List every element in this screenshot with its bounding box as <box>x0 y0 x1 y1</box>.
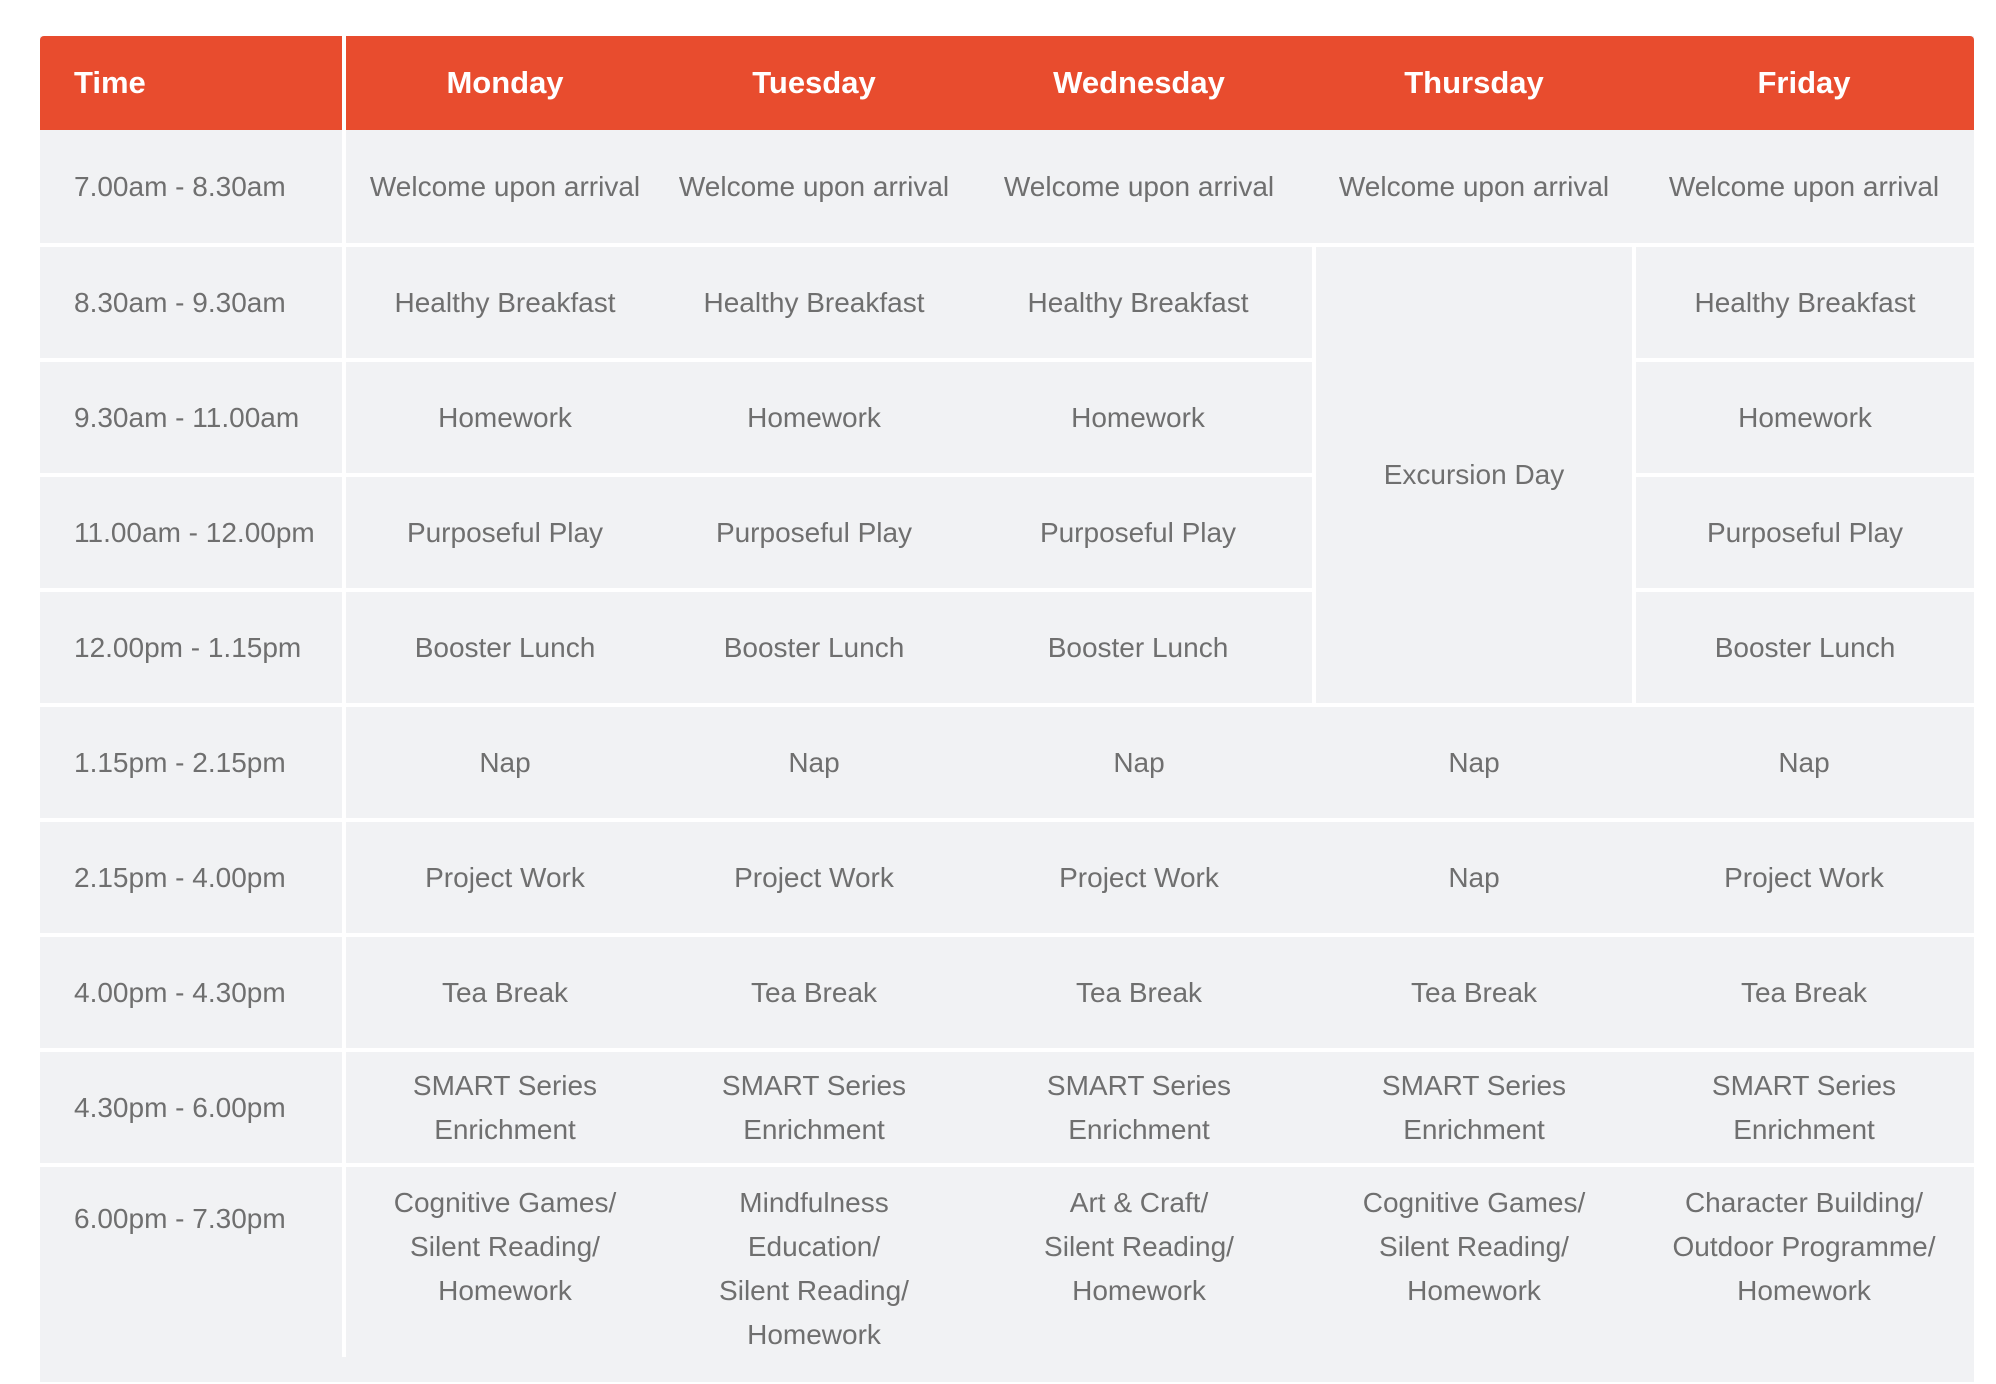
activity-cell: Welcome upon arrival <box>369 170 641 202</box>
activity-line: SMART Series <box>1381 1069 1567 1101</box>
activity-cell: Tea Break <box>964 935 1314 1050</box>
activity-cell: Nap <box>1314 705 1634 820</box>
activity-cell: Project Work <box>664 820 964 935</box>
activity-cell: Tea Break <box>344 935 664 1050</box>
activity-line: Enrichment <box>1403 1113 1545 1145</box>
activity-cell: Welcome upon arrival <box>1003 170 1275 202</box>
activity-cell: Purposeful Play <box>964 475 1314 590</box>
activity-cell <box>344 1165 664 1357</box>
activity-cell: Nap <box>964 705 1314 820</box>
activity-cell: Welcome upon arrival <box>678 170 950 202</box>
activity-cell <box>664 1165 964 1357</box>
weekly-schedule <box>40 36 1974 1382</box>
activity-line: Homework <box>438 1275 572 1306</box>
activity-cell: Booster Lunch <box>1634 590 1974 705</box>
activity-line: Outdoor Programme/ <box>1672 1231 1936 1262</box>
activity-cell: Homework <box>964 360 1314 475</box>
activity-line: Silent Reading/ <box>410 1231 600 1262</box>
activity-cell: Booster Lunch <box>344 590 664 705</box>
activity-line: Silent Reading/ <box>719 1275 909 1306</box>
activity-cell <box>1314 1050 1634 1165</box>
activity-cell: Purposeful Play <box>664 475 964 590</box>
activity-cell: Purposeful Play <box>1634 475 1974 590</box>
schedule-table <box>40 36 1974 1357</box>
table-row <box>40 130 1974 245</box>
time-slot: 4.00pm - 4.30pm <box>40 935 344 1050</box>
activity-cell: Homework <box>664 360 964 475</box>
table-row <box>40 590 1974 705</box>
activity-cell <box>1634 1165 1974 1357</box>
time-slot: 7.00am - 8.30am <box>40 130 344 245</box>
table-row <box>40 1050 1974 1165</box>
activity-cell <box>664 1050 964 1165</box>
column-header-wednesday: Wednesday <box>964 36 1314 130</box>
activity-cell: Homework <box>344 360 664 475</box>
activity-line: Homework <box>1072 1275 1206 1306</box>
time-slot: 6.00pm - 7.30pm <box>40 1165 344 1357</box>
time-slot: 9.30am - 11.00am <box>40 360 344 475</box>
table-row <box>40 245 1974 360</box>
header-row <box>40 36 1974 130</box>
activity-cell: Tea Break <box>664 935 964 1050</box>
activity-cell: Nap <box>344 705 664 820</box>
activity-cell: Project Work <box>1634 820 1974 935</box>
activity-line: Enrichment <box>1733 1113 1875 1145</box>
activity-cell: Healthy Breakfast <box>664 245 964 360</box>
activity-cell: Healthy Breakfast <box>1634 245 1974 360</box>
activity-cell: Nap <box>1314 820 1634 935</box>
activity-cell: Homework <box>1634 360 1974 475</box>
activity-cell: Welcome upon arrival <box>1338 170 1610 202</box>
activity-line: SMART Series <box>412 1069 598 1101</box>
table-row <box>40 1165 1974 1357</box>
column-header-tuesday: Tuesday <box>664 36 964 130</box>
activity-cell <box>964 1165 1314 1357</box>
activity-cell: Purposeful Play <box>344 475 664 590</box>
activity-cell: Booster Lunch <box>964 590 1314 705</box>
column-header-friday: Friday <box>1634 36 1974 130</box>
activity-line: Cognitive Games/ <box>1362 1187 1586 1218</box>
activity-cell: Welcome upon arrival <box>1668 170 1940 202</box>
time-slot: 12.00pm - 1.15pm <box>40 590 344 705</box>
activity-line: Cognitive Games/ <box>393 1187 617 1218</box>
activity-cell: Tea Break <box>1634 935 1974 1050</box>
time-slot: 2.15pm - 4.00pm <box>40 820 344 935</box>
activity-cell <box>1314 1165 1634 1357</box>
column-header-monday: Monday <box>344 36 664 130</box>
time-slot: 8.30am - 9.30am <box>40 245 344 360</box>
time-slot: 1.15pm - 2.15pm <box>40 705 344 820</box>
activity-cell: Booster Lunch <box>664 590 964 705</box>
time-slot: 11.00am - 12.00pm <box>40 475 344 590</box>
activity-line: Enrichment <box>434 1113 576 1145</box>
activity-line: Enrichment <box>1068 1113 1210 1145</box>
activity-line: Homework <box>1407 1275 1541 1306</box>
activity-cell: Project Work <box>964 820 1314 935</box>
activity-line: SMART Series <box>1711 1069 1897 1101</box>
activity-cell: Healthy Breakfast <box>344 245 664 360</box>
activity-line: Silent Reading/ <box>1044 1231 1234 1262</box>
activity-cell: Project Work <box>344 820 664 935</box>
activity-line: Silent Reading/ <box>1379 1231 1569 1262</box>
activity-line: Character Building/ <box>1684 1187 1924 1218</box>
activity-line: Homework <box>1737 1275 1871 1306</box>
activity-line: Art & Craft/ <box>1069 1187 1209 1218</box>
activity-line: Enrichment <box>743 1113 885 1145</box>
activity-line: SMART Series <box>721 1069 907 1101</box>
activity-cell <box>1634 1050 1974 1165</box>
activity-cell: Tea Break <box>1314 935 1634 1050</box>
activity-cell: Nap <box>1634 705 1974 820</box>
activity-line: Mindfulness Education/ <box>739 1187 889 1262</box>
activity-cell <box>964 1050 1314 1165</box>
activity-cell: Healthy Breakfast <box>964 245 1314 360</box>
table-row <box>40 935 1974 1050</box>
table-row <box>40 360 1974 475</box>
table-row <box>40 705 1974 820</box>
activity-cell: Nap <box>664 705 964 820</box>
time-slot: 4.30pm - 6.00pm <box>40 1050 344 1165</box>
excursion-day-cell: Excursion Day <box>1314 245 1634 705</box>
column-header-thursday: Thursday <box>1314 36 1634 130</box>
activity-line: SMART Series <box>1046 1069 1232 1101</box>
activity-cell <box>344 1050 664 1165</box>
table-row <box>40 820 1974 935</box>
table-row <box>40 475 1974 590</box>
column-header-time: Time <box>40 36 344 130</box>
activity-line: Homework <box>747 1319 881 1350</box>
